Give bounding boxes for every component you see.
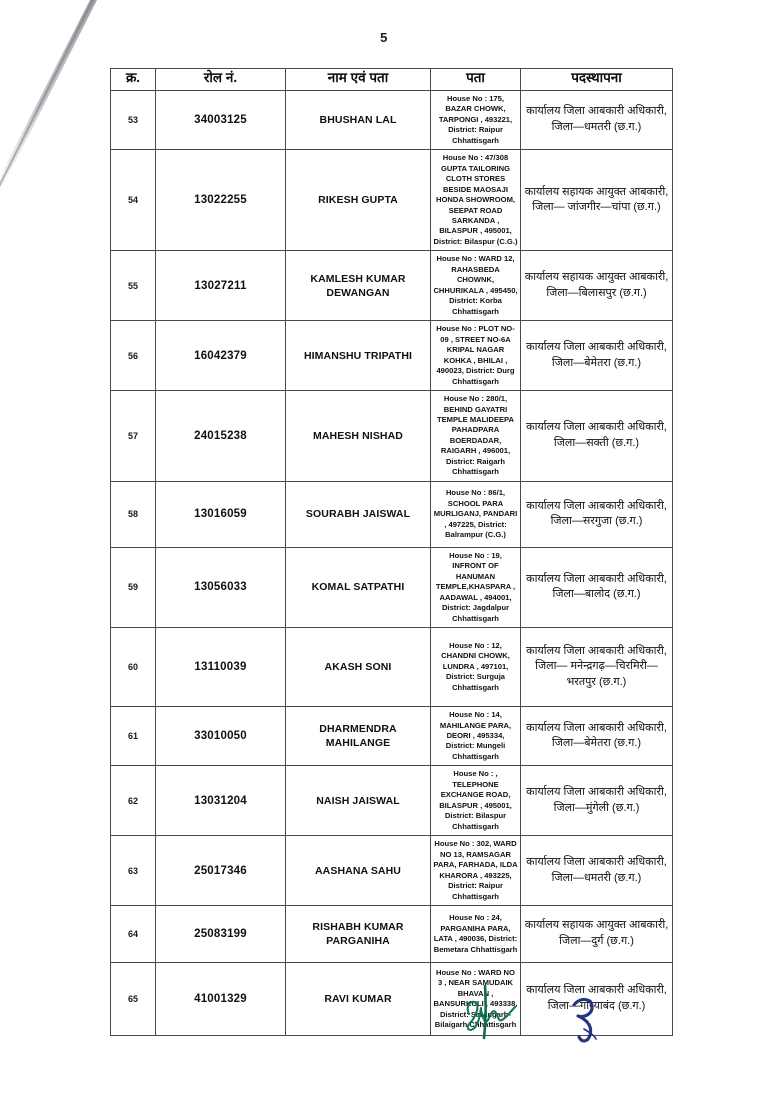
cell-posting: कार्यालय जिला आबकारी अधिकारी, जिला—मुंगेली (छ.ग.) [521, 766, 673, 836]
cell-serial-number: 57 [111, 391, 156, 482]
cell-address: House No : PLOT NO-09 , STREET NO-6A KRIPAL NAGAR KOHKA , BHILAI , 490023, District: Durg Chhattisgarh [431, 321, 521, 391]
cell-roll-number: 13056033 [156, 547, 286, 627]
cell-candidate-name: BHUSHAN LAL [286, 90, 431, 149]
cell-posting: कार्यालय सहायक आयुक्त आबकारी, जिला—दुर्ग (छ.ग.) [521, 906, 673, 963]
cell-roll-number: 24015238 [156, 391, 286, 482]
column-header-serial-number: क्र. [111, 69, 156, 91]
table-header-row [111, 69, 673, 91]
cell-roll-number: 25017346 [156, 836, 286, 906]
cell-address: House No : 19, INFRONT OF HANUMAN TEMPLE,KHASPARA , AADAWAL , 494001, District: Jagdalpur Chhattisgarh [431, 547, 521, 627]
cell-candidate-name: KOMAL SATPATHI [286, 547, 431, 627]
cell-roll-number: 34003125 [156, 90, 286, 149]
cell-posting: कार्यालय जिला आबकारी अधिकारी, जिला—सक्ती (छ.ग.) [521, 391, 673, 482]
table-row [111, 90, 673, 149]
cell-posting: कार्यालय जिला आबकारी अधिकारी, जिला— मनेन्द्रगढ़—चिरमिरी— भरतपुर (छ.ग.) [521, 628, 673, 707]
cell-serial-number: 62 [111, 766, 156, 836]
cell-address: House No : 12, CHANDNI CHOWK, LUNDRA , 497101, District: Surguja Chhattisgarh [431, 628, 521, 707]
cell-address: House No : 86/1, SCHOOL PARA MURLIGANJ, PANDARI , 497225, District: Balrampur (C.G.) [431, 481, 521, 547]
cell-posting: कार्यालय जिला आबकारी अधिकारी, जिला—धमतरी (छ.ग.) [521, 836, 673, 906]
cell-posting: कार्यालय जिला आबकारी अधिकारी, जिला—धमतरी (छ.ग.) [521, 90, 673, 149]
cell-address: House No : 14, MAHILANGE PARA, DEORI , 495334, District: Mungeli Chhattisgarh [431, 707, 521, 766]
cell-serial-number: 64 [111, 906, 156, 963]
cell-serial-number: 54 [111, 150, 156, 251]
cell-candidate-name: AASHANA SAHU [286, 836, 431, 906]
column-header-roll-number: रोल नं. [156, 69, 286, 91]
cell-candidate-name: MAHESH NISHAD [286, 391, 431, 482]
table-row [111, 707, 673, 766]
cell-serial-number: 61 [111, 707, 156, 766]
cell-candidate-name: DHARMENDRA MAHILANGE [286, 707, 431, 766]
cell-posting: कार्यालय जिला आबकारी अधिकारी, जिला—सरगुजा (छ.ग.) [521, 481, 673, 547]
cell-roll-number: 13016059 [156, 481, 286, 547]
table-row [111, 766, 673, 836]
column-header-address: पता [431, 69, 521, 91]
cell-candidate-name: RIKESH GUPTA [286, 150, 431, 251]
cell-candidate-name: RAVI KUMAR [286, 963, 431, 1036]
cell-address: House No : , TELEPHONE EXCHANGE ROAD, BILASPUR , 495001, District: Bilaspur Chhattisgarh [431, 766, 521, 836]
cell-roll-number: 13031204 [156, 766, 286, 836]
cell-candidate-name: HIMANSHU TRIPATHI [286, 321, 431, 391]
cell-roll-number: 41001329 [156, 963, 286, 1036]
cell-posting: कार्यालय सहायक आयुक्त आबकारी, जिला— जांजगीर—चांपा (छ.ग.) [521, 150, 673, 251]
cell-roll-number: 33010050 [156, 707, 286, 766]
table-row [111, 628, 673, 707]
cell-address: House No : 280/1, BEHIND GAYATRI TEMPLE MALIDEEPA PAHADPARA BOERDADAR, RAIGARH , 496001, District: Raigarh Chhattisgarh [431, 391, 521, 482]
cell-serial-number: 55 [111, 251, 156, 321]
cell-roll-number: 25083199 [156, 906, 286, 963]
cell-candidate-name: AKASH SONI [286, 628, 431, 707]
cell-posting: कार्यालय जिला आबकारी अधिकारी, जिला—बालोद (छ.ग.) [521, 547, 673, 627]
cell-address: House No : WARD 12, RAHASBEDA CHOWNK, CHHURIKALA , 495450, District: Korba Chhattisgarh [431, 251, 521, 321]
cell-serial-number: 59 [111, 547, 156, 627]
cell-roll-number: 13022255 [156, 150, 286, 251]
cell-address: House No : 175, BAZAR CHOWK, TARPONGI , 493221, District: Raipur Chhattisgarh [431, 90, 521, 149]
cell-serial-number: 58 [111, 481, 156, 547]
cell-posting: कार्यालय जिला आबकारी अधिकारी, जिला—गरियाबंद (छ.ग.) [521, 963, 673, 1036]
signature-blue [560, 985, 615, 1055]
cell-roll-number: 16042379 [156, 321, 286, 391]
table-row [111, 481, 673, 547]
cell-serial-number: 63 [111, 836, 156, 906]
cell-roll-number: 13027211 [156, 251, 286, 321]
cell-serial-number: 60 [111, 628, 156, 707]
cell-serial-number: 53 [111, 90, 156, 149]
cell-roll-number: 13110039 [156, 628, 286, 707]
cell-serial-number: 56 [111, 321, 156, 391]
table-row [111, 251, 673, 321]
cell-address: House No : 47/308 GUPTA TAILORING CLOTH STORES BESIDE MAOSAJI HONDA SHOWROOM, SEEPAT ROAD SARKANDA , BILASPUR , 495001, District: Bilaspur (C.G.) [431, 150, 521, 251]
cell-posting: कार्यालय सहायक आयुक्त आबकारी, जिला—बिलासपुर (छ.ग.) [521, 251, 673, 321]
cell-serial-number: 65 [111, 963, 156, 1036]
cell-posting: कार्यालय जिला आबकारी अधिकारी, जिला—बेमेतरा (छ.ग.) [521, 321, 673, 391]
cell-candidate-name: NAISH JAISWAL [286, 766, 431, 836]
signature-green [455, 980, 525, 1050]
page-number: 5 [380, 30, 388, 45]
column-header-posting: पदस्थापना [521, 69, 673, 91]
cell-candidate-name: KAMLESH KUMAR DEWANGAN [286, 251, 431, 321]
cell-candidate-name: RISHABH KUMAR PARGANIHA [286, 906, 431, 963]
table-row [111, 547, 673, 627]
cell-address: House No : WARD NO 3 , NEAR SAMUDAIK BHAVAN , BANSURKULI , 493338, District: Sarangarh-Bilaigarh Chhattisgarh [431, 963, 521, 1036]
cell-address: House No : 302, WARD NO 13, RAMSAGAR PARA, FARHADA, ILDA KHARORA , 493225, District: Raipur Chhattisgarh [431, 836, 521, 906]
table-row [111, 150, 673, 251]
table-row [111, 906, 673, 963]
cell-candidate-name: SOURABH JAISWAL [286, 481, 431, 547]
table-row [111, 391, 673, 482]
column-header-name-and-address: नाम एवं पता [286, 69, 431, 91]
posting-list-table [110, 68, 673, 1036]
table-row [111, 321, 673, 391]
cell-address: House No : 24, PARGANIHA PARA, LATA , 490036, District: Bemetara Chhattisgarh [431, 906, 521, 963]
cell-posting: कार्यालय जिला आबकारी अधिकारी, जिला—बेमेतरा (छ.ग.) [521, 707, 673, 766]
table-row [111, 836, 673, 906]
